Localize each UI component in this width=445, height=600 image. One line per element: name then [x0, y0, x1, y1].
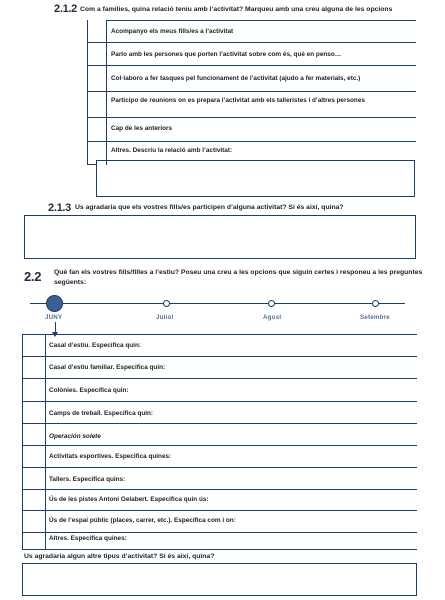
checkbox-cap[interactable]	[87, 117, 106, 141]
option-pistes-gelabert: Ús de les pistes Antoni Gelabert. Especifica quin ús:	[49, 496, 209, 503]
option-operacion-solete: Operación solete	[49, 433, 101, 440]
month-label-setembre: Setembre	[360, 314, 390, 321]
question-2-2-line1: Què fan els vostres fills/filles a l’estiu? Poseu una creu a les opcions que siguin certes i responeu a les preguntes	[54, 269, 423, 276]
checkbox-espai-public[interactable]	[23, 511, 45, 532]
timeline-marker-juny[interactable]	[46, 295, 63, 312]
checkbox-casal-familiar[interactable]	[23, 357, 45, 378]
option-participo: Participo de reunions on es prepara l’activitat amb els talleristes i d’altres persones	[111, 97, 365, 104]
timeline-marker-juliol[interactable]	[163, 300, 170, 307]
option-altres-activitats: Altres. Especifica quines:	[49, 535, 127, 542]
checkbox-operacion-solete[interactable]	[23, 424, 45, 445]
checkbox-tallers[interactable]	[23, 468, 45, 489]
option-espai-public: Ús de l’espai públic (places, carrer, etc.). Especifica com i on:	[49, 517, 236, 524]
question-2-1-2: Com a families, quina relació teniu amb l’activitat? Marqueu amb una creu alguna de les opcions	[80, 6, 393, 13]
timeline-marker-setembre[interactable]	[372, 300, 379, 307]
checkbox-acompanyo[interactable]	[87, 20, 106, 42]
answer-field-2-1-3[interactable]	[24, 215, 416, 259]
checkbox-collaboro[interactable]	[87, 65, 106, 91]
option-collaboro: Col·laboro a fer tasques pel funcionament de l’activitat (ajudo a fer materials, etc.)	[111, 75, 361, 82]
question-2-2-line2: següents:	[54, 279, 87, 286]
question-2-1-3: Us agradaria que els vostres fills/es participen d’alguna activitat? Si és així, quina?	[75, 204, 344, 211]
option-acompanyo: Acompanyo els meus fills/es a l’activitat	[111, 28, 234, 35]
option-camps-treball: Camps de treball. Especifica quin:	[49, 410, 154, 417]
option-activitats-esportives: Activitats esportives. Especifica quines:	[49, 453, 172, 460]
checkbox-altres-activitats[interactable]	[23, 533, 45, 549]
month-label-agost: Agost	[263, 314, 282, 321]
section-number-2-2: 2.2	[24, 269, 42, 284]
option-parlo: Parlo amb les persones que porten l’activitat sobre com és, què en penso…	[111, 51, 342, 58]
altres-description-field-2-1-2[interactable]	[96, 160, 415, 197]
option-casal-familiar: Casal d’estiu familiar. Especifica quin:	[49, 364, 166, 371]
option-cap: Cap de les anteriors	[111, 125, 173, 132]
option-colonies: Colònies. Especifica quin:	[49, 387, 129, 394]
checkbox-casal-estiu[interactable]	[23, 335, 45, 356]
final-question: Us agradaria algun altre tipus d’activitat? Si és així, quina?	[24, 553, 215, 560]
checkbox-activitats-esportives[interactable]	[23, 446, 45, 467]
section-number-2-1-3: 2.1.3	[48, 202, 71, 214]
option-altres: Altres. Descriu la relació amb l’activitat:	[111, 147, 233, 154]
checkbox-colonies[interactable]	[23, 379, 45, 401]
final-answer-field[interactable]	[22, 563, 417, 596]
month-label-juny: JUNY	[45, 314, 63, 321]
checkbox-pistes-gelabert[interactable]	[23, 490, 45, 510]
option-tallers: Tallers. Especifica quins:	[49, 476, 126, 483]
month-label-juliol: Juliol	[156, 314, 174, 321]
section-number-2-1-2: 2.1.2	[54, 3, 77, 15]
checkbox-camps-treball[interactable]	[23, 402, 45, 423]
timeline-marker-agost[interactable]	[268, 300, 275, 307]
checkbox-participo[interactable]	[87, 91, 106, 117]
option-casal-estiu: Casal d’estiu. Especifica quin:	[49, 342, 141, 349]
checkbox-parlo[interactable]	[87, 42, 106, 65]
